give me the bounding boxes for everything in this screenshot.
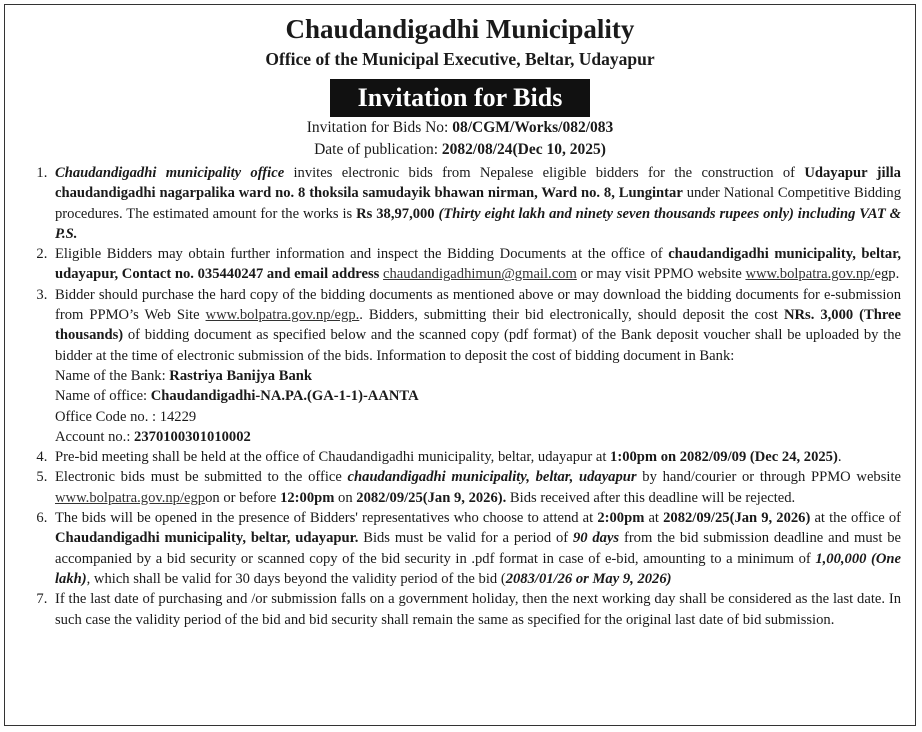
document-cost: NRs. 3,000 (Three thousands)	[55, 307, 901, 344]
item-text: under National Competitive Bidding procedures. The estimated amount for the works is	[55, 185, 901, 222]
submission-office: chaudandigadhi municipality, beltar, udayapur	[347, 469, 637, 486]
list-item	[51, 467, 901, 508]
publication-date: 2082/08/24(Dec 10, 2025)	[441, 141, 606, 158]
item-text: by hand/courier or through PPMO website	[636, 469, 901, 486]
opening-office: Chaudandigadhi municipality, beltar, udayapur.	[55, 530, 359, 547]
office-name: Chaudandigadhi municipality office	[55, 165, 285, 181]
item-text: . Bidders, submitting their bid electronically, should deposit the cost	[359, 307, 784, 324]
org-title: Chaudandigadhi Municipality	[285, 14, 635, 44]
account-line	[55, 427, 901, 447]
office-label: Name of office:	[55, 388, 151, 405]
estimated-amount: Rs 38,97,000	[356, 205, 435, 222]
item-text: If the last date of purchasing and /or submission falls on a government holiday, then the next working day shall be considered as the last date. In such case the validity period of the bid and bid security shall remain the same as specified for the original last date of bid submission.	[55, 591, 901, 628]
office-line: Office of the Municipal Executive, Beltar, Udayapur	[265, 49, 655, 69]
office-name-line	[55, 386, 901, 406]
item-text: or may visit PPMO website	[576, 266, 746, 283]
bank-label: Name of the Bank:	[55, 367, 170, 384]
list-item	[51, 589, 901, 630]
ifb-number-line	[5, 117, 915, 139]
conditions-list	[5, 163, 915, 630]
office-value: Chaudandigadhi-NA.PA.(GA-1-1)-AANTA	[150, 388, 419, 405]
list-item	[51, 244, 901, 285]
list-item	[51, 447, 901, 467]
list-item	[51, 163, 901, 244]
item-text: Bids received after this deadline will be rejected.	[506, 489, 796, 506]
item-text: Pre-bid meeting shall be held at the office of Chaudandigadhi municipality, beltar, udayapur at	[55, 449, 611, 466]
amount-in-words: (Thirty eight lakh and ninety seven thousands rupees only) including VAT & P.S.	[55, 205, 901, 242]
list-item	[51, 508, 901, 589]
item-text: Bidder should purchase the hard copy of the bidding documents as mentioned above or may download the bidding documents for e-submission from PPMO’s Web Site	[55, 286, 901, 324]
notice-frame	[4, 4, 916, 726]
account-number: 2370100301010002	[134, 428, 251, 445]
item-text: Electronic bids must be submitted to the office	[55, 469, 348, 486]
opening-date: 2082/09/25(Jan 9, 2026)	[663, 510, 811, 527]
banner-wrap	[5, 79, 915, 117]
email-link[interactable]: chaudandigadhimun@gmail.com	[383, 266, 577, 283]
submission-date: 2082/09/25(Jan 9, 2026).	[356, 489, 507, 506]
bid-security-amount: 1,00,000 (One lakh)	[55, 550, 901, 587]
item-text: of bidding document as specified below and the scanned copy (pdf format) of the Bank deposit voucher shall be uploaded by the bidder at the time of electronic submission of the bids. Information to deposit the cost of bidding document in Bank:	[55, 327, 901, 364]
security-validity-date: 2083/01/26 or May 9, 2026)	[505, 570, 672, 587]
item-text: at	[644, 510, 664, 527]
submission-time: 12:00pm	[280, 489, 335, 506]
item-text: on or before	[205, 489, 281, 506]
office-code-line: Office Code no. : 14229	[55, 408, 197, 425]
item-text: egp.	[874, 266, 900, 283]
item-text: .	[837, 449, 842, 466]
validity-period: 90 days	[572, 530, 620, 547]
item-text: The bids will be opened in the presence of Bidders' representatives who choose to attend at	[55, 510, 598, 527]
publication-date-line	[5, 139, 915, 161]
item-text: invites electronic bids from Nepalese eligible bidders for the construction of	[284, 165, 805, 181]
date-label: Date of publication:	[314, 141, 442, 158]
item-text: on	[334, 489, 357, 506]
contact-info: chaudandigadhi municipality, beltar, udayapur, Contact no. 035440247 and email address	[55, 246, 901, 283]
ifb-number: 08/CGM/Works/082/083	[452, 119, 614, 136]
bank-name: Rastriya Banijya Bank	[169, 367, 313, 384]
ifb-label: Invitation for Bids No:	[306, 119, 453, 136]
item-text: Bids must be valid for a period of	[358, 530, 573, 547]
item-text: Eligible Bidders may obtain further information and inspect the Bidding Documents at the office of	[55, 246, 669, 263]
opening-time: 2:00pm	[597, 510, 645, 527]
item-text: from the bid submission deadline and must be accompanied by a bid security or scanned copy of the bid security in .pdf format in case of e-bid, amounting to a minimum of	[55, 530, 901, 567]
invitation-banner: Invitation for Bids	[330, 79, 591, 117]
prebid-datetime: 1:00pm on 2082/09/09 (Dec 24, 2025)	[610, 449, 838, 466]
project-name: Udayapur jilla chaudandigadhi nagarpalika ward no. 8 thoksila samudayik bhawan nirman, Ward no. 8, Lungintar	[55, 165, 901, 202]
item-text: , which shall be valid for 30 days beyond the validity period of the bid (	[86, 570, 506, 587]
bank-name-line	[55, 366, 901, 386]
ppmo-egp-link[interactable]: www.bolpatra.gov.np/egp.	[205, 307, 360, 324]
item-text: at the office of	[810, 510, 902, 527]
list-item	[51, 285, 901, 447]
account-label: Account no.:	[55, 428, 135, 445]
submission-website-link[interactable]: www.bolpatra.gov.np/egp	[55, 489, 206, 506]
ppmo-website-link[interactable]: www.bolpatra.gov.np/	[745, 266, 875, 283]
